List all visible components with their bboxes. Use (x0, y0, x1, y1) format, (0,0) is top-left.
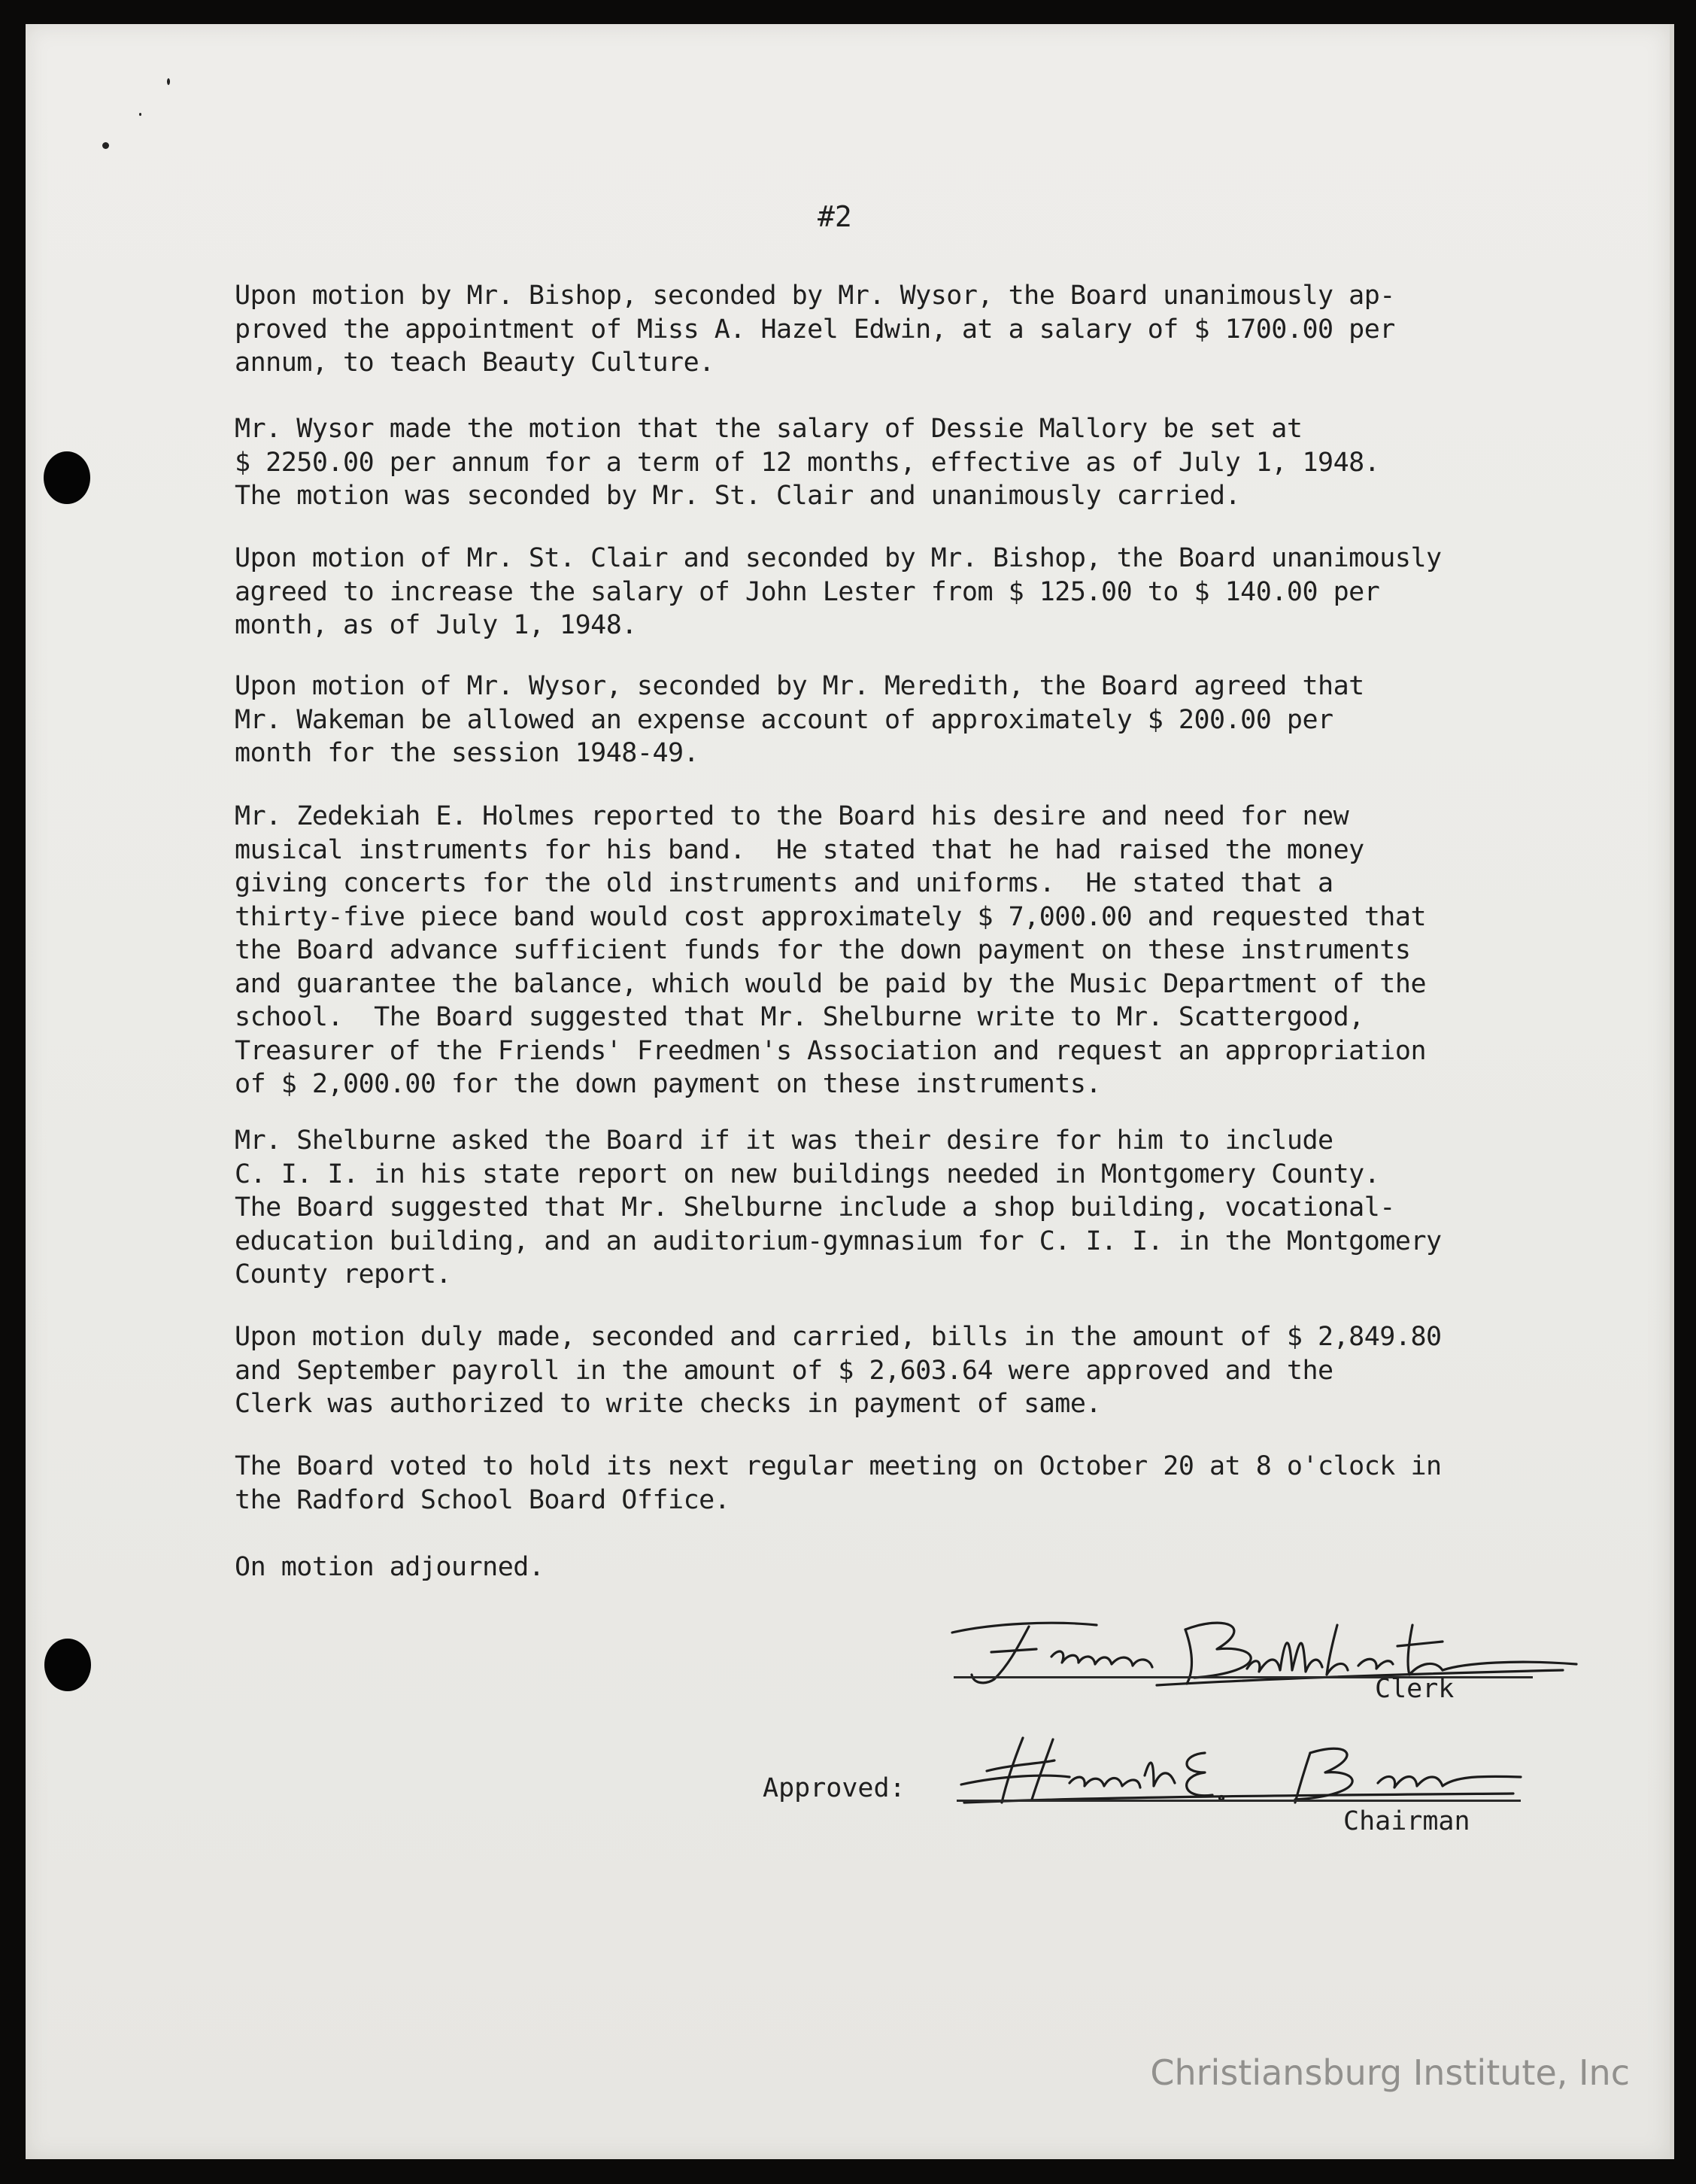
text-line: The motion was seconded by Mr. St. Clair and unanimously carried. (235, 481, 1241, 511)
text-line: of $ 2,000.00 for the down payment on these instruments. (235, 1069, 1102, 1099)
binder-hole-top (44, 451, 90, 504)
paragraph-wakeman-expense (235, 670, 1558, 770)
text-line: month, as of July 1, 1948. (235, 610, 637, 640)
text-line: Mr. Shelburne asked the Board if it was their desire for him to include (235, 1125, 1333, 1156)
chairman-label: Chairman (1343, 1806, 1470, 1836)
text-line: agreed to increase the salary of John Lester from $ 125.00 to $ 140.00 per (235, 576, 1380, 607)
text-line: Upon motion by Mr. Bishop, seconded by Mr. Wysor, the Board unanimously ap- (235, 281, 1395, 311)
text-line: Upon motion duly made, seconded and carried, bills in the amount of $ 2,849.80 (235, 1322, 1442, 1352)
paragraph-adjourned (235, 1551, 1558, 1584)
archive-watermark: Christiansburg Institute, Inc (1150, 2052, 1630, 2093)
text-line: The Board suggested that Mr. Shelburne include a shop building, vocational- (235, 1192, 1395, 1223)
text-line: school. The Board suggested that Mr. Shelburne write to Mr. Scattergood, (235, 1002, 1364, 1032)
text-line: The Board voted to hold its next regular meeting on October 20 at 8 o'clock in (235, 1451, 1442, 1481)
ink-speck (102, 142, 109, 149)
binder-hole-bottom (44, 1639, 91, 1691)
text-line: thirty-five piece band would cost approximately $ 7,000.00 and requested that (235, 901, 1427, 932)
text-line: musical instruments for his band. He stated that he had raised the money (235, 834, 1364, 865)
text-line: and September payroll in the amount of $ 2,603.64 were approved and the (235, 1355, 1333, 1386)
text-line: the Board advance sufficient funds for the down payment on these instruments (235, 935, 1411, 965)
clerk-label: Clerk (1375, 1674, 1455, 1704)
paragraph-lester-salary (235, 542, 1558, 642)
paragraph-mallory-salary (235, 412, 1558, 513)
text-line: Treasurer of the Friends' Freedmen's Association and request an appropriation (235, 1035, 1427, 1066)
text-line: and guarantee the balance, which would be paid by the Music Department of the (235, 968, 1427, 999)
text-line: the Radford School Board Office. (235, 1484, 730, 1515)
text-line: Upon motion of Mr. St. Clair and seconded by Mr. Bishop, the Board unanimously (235, 543, 1442, 573)
text-line: education building, and an auditorium-gymnasium for C. I. I. in the Montgomery (235, 1226, 1442, 1256)
text-line: proved the appointment of Miss A. Hazel Edwin, at a salary of $ 1700.00 per (235, 314, 1395, 345)
text-line: County report. (235, 1259, 452, 1289)
ink-speck (167, 78, 170, 85)
text-line: Mr. Wysor made the motion that the salary of Dessie Mallory be set at (235, 414, 1303, 444)
text-line: On motion adjourned. (235, 1552, 545, 1582)
text-line: Mr. Wakeman be allowed an expense account of approximately $ 200.00 per (235, 704, 1333, 735)
paragraph-building-report (235, 1124, 1558, 1292)
text-line: annum, to teach Beauty Culture. (235, 348, 715, 378)
text-line: $ 2250.00 per annum for a term of 12 months, effective as of July 1, 1948. (235, 447, 1380, 478)
ink-speck (139, 113, 141, 116)
text-line: Upon motion of Mr. Wysor, seconded by Mr. Meredith, the Board agreed that (235, 671, 1364, 701)
text-line: month for the session 1948-49. (235, 738, 699, 768)
paragraph-bills-payroll (235, 1320, 1558, 1421)
text-line: Mr. Zedekiah E. Holmes reported to the Board his desire and need for new (235, 801, 1349, 831)
text-line: giving concerts for the old instruments and uniforms. He stated that a (235, 868, 1333, 898)
text-line: C. I. I. in his state report on new buildings needed in Montgomery County. (235, 1159, 1380, 1189)
clerk-signature (946, 1610, 1582, 1693)
paragraph-holmes-band (235, 800, 1558, 1101)
chairman-signature-line (957, 1800, 1521, 1802)
approved-label: Approved: (763, 1773, 906, 1803)
paragraph-next-meeting (235, 1450, 1558, 1517)
page-number: #2 (818, 200, 852, 233)
text-line: Clerk was authorized to write checks in payment of same. (235, 1389, 1102, 1419)
paragraph-edwin-appointment (235, 279, 1558, 380)
